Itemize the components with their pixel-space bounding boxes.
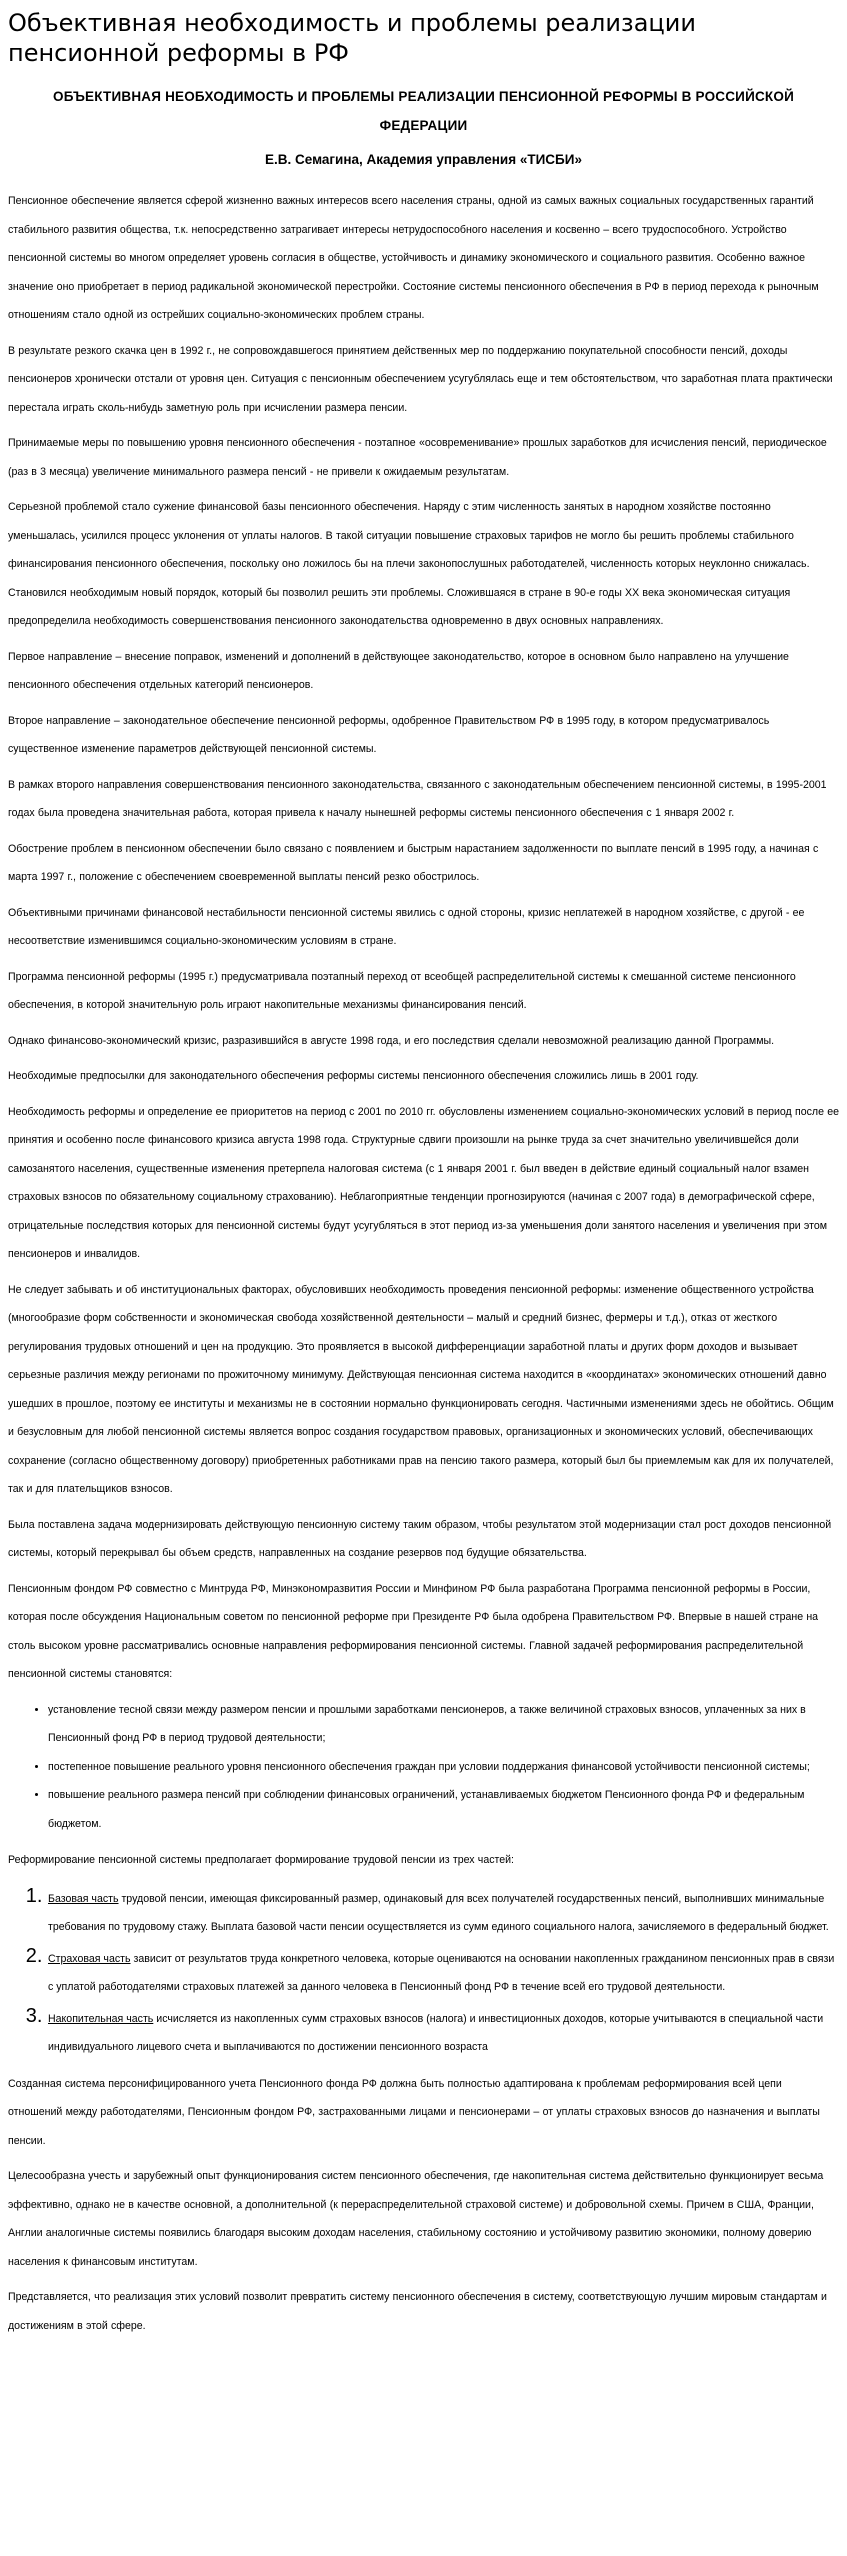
paragraph: В рамках второго направления совершенствования пенсионного законодательства, связанного с законодательным обеспечением пенсионной системы, в 1995-2001 годах была проведена значительная работа, которая привела к началу нынешней реформы системы пенсионного обеспечения с 1 января 2002 г. xyxy=(8,778,827,819)
paragraph: Целесообразна учесть и зарубежный опыт функционирования систем пенсионного обеспечения, где накопительная система действительно функционирует весьма эффективно, однако не в качестве основной, а дополнительной (к перераспределительной страховой системе) и добровольной схемы. Причем в США, Франции, Англии аналогичные системы появились благодаря высоким доходам населения, стабильному состоянию и устойчивому развитию экономики, полному доверию населения к финансовым институтам. xyxy=(8,2170,824,2268)
list-item: • постепенное повышение реального уровня пенсионного обеспечения граждан при условии поддержания финансовой устойчивости пенсионной системы; xyxy=(48,1753,839,1782)
pension-parts-list xyxy=(8,1882,839,2062)
paragraph: Была поставлена задача модернизировать действующую пенсионную систему таким образом, чтобы результатом этой модернизации стал рост доходов пенсионной системы, который перекрывал бы объем средств, направленных на создание резервов под будущие обязательства. xyxy=(8,1518,832,1559)
paragraph: Пенсионным фондом РФ совместно с Минтруда РФ, Минэкономразвития России и Минфином РФ была разработана Программа пенсионной реформы в России, которая после обсуждения Национальным советом по пенсионной реформе при Президенте РФ была одобрена Правительством РФ. Впервые в нашей стране на столь высоком уровне рассматривались основные направления реформирования пенсионной системы. Главной задачей реформирования распределительной пенсионной системы становятся: xyxy=(8,1582,819,1680)
paragraph: Объективными причинами финансовой нестабильности пенсионной системы явились с одной стороны, кризис неплатежей в народном хозяйстве, с другой - ее несоответствие изменившимся социально-экономическим условиям в стране. xyxy=(8,906,805,947)
paragraph: Необходимость реформы и определение ее приоритетов на период с 2001 по 2010 гг. обусловлены изменением социально-экономических условий в период после ее принятия и особенно после финансового кризиса августа 1998 года. Структурные сдвиги произошли на рынке труда за счет значительно увеличившейся доли самозанятого населения, существенные изменения претерпела налоговая система (с 1 января 2001 г. был введен в действие единый социальный налог взамен страховых взносов по обязательному социальному страхованию). Неблагоприятные тенденции прогнозируются (начиная с 2007 года) в демографической сфере, отрицательные последствия которых для пенсионной системы будут усугубляться в этот период из-за уменьшения доли занятого населения и увеличения при этом пенсионеров и инвалидов. xyxy=(8,1105,840,1260)
paragraph: Пенсионное обеспечение является сферой жизненно важных интересов всего населения страны, одной из самых важных социальных государственных гарантий стабильного развития общества, т.к. непосредственно затрагивает интересы нетрудоспособного населения и косвенно – всего трудоспособного. Устройство пенсионной системы во многом определяет уровень согласия в обществе, устойчивость и динамику экономического и социального развития. Особенно важное значение оно приобретает в период радикальной экономической перестройки. Состояние системы пенсионного обеспечения в РФ в период перехода к рыночным отношениям стало одной из острейших социально-экономических проблем страны. xyxy=(8,195,819,321)
part-term: Накопительная часть xyxy=(48,2012,154,2025)
paragraph: Обострение проблем в пенсионном обеспечении было связано с появлением и быстрым нарастанием задолженности по выплате пенсий в 1995 году, а начиная с марта 1997 г., положение с обеспечением своевременной выплаты пенсий резко обострилось. xyxy=(8,842,819,883)
part-text: трудовой пенсии, имеющая фиксированный размер, одинаковый для всех получателей государственных пенсий, выполнивших минимальные требования по трудовому стажу. Выплата базовой части пенсии осуществляется из сумм единого социального налога, зачисляемого в федеральный бюджет. xyxy=(48,1892,829,1933)
list-item: • повышение реального размера пенсий при соблюдении финансовых ограничений, устанавливаемых бюджетом Пенсионного фонда РФ и федеральным бюджетом. xyxy=(48,1781,839,1838)
paragraph: Принимаемые меры по повышению уровня пенсионного обеспечения - поэтапное «осовременивание» прошлых заработков для исчисления пенсий, периодическое (раз в 3 месяца) увеличение минимального размера пенсий - не привели к ожидаемым результатам. xyxy=(8,437,827,478)
page-title: Объективная необходимость и проблемы реализации пенсионной реформы в РФ xyxy=(8,9,696,67)
paragraph: Созданная система персонифицированного учета Пенсионного фонда РФ должна быть полностью адаптирована к проблемам реформирования всей цепи отношений между работодателями, Пенсионным фондом РФ, застрахованными лицами и пенсионерами – от уплаты страховых взносов до назначения и выплаты пенсии. xyxy=(8,2077,820,2147)
list-item xyxy=(48,1942,839,2002)
paragraph: В результате резкого скачка цен в 1992 г., не сопровождавшегося принятием действенных мер по поддержанию покупательной способности пенсий, доходы пенсионеров хронически отстали от уровня цен. Ситуация с пенсионным обеспечением усугублялась еще и тем обстоятельством, что заработная плата практически перестала играть сколь-нибудь заметную роль при исчислении размера пенсии. xyxy=(8,344,833,414)
paragraph: Необходимые предпосылки для законодательного обеспечения реформы системы пенсионного обеспечения сложились лишь в 2001 году. xyxy=(8,1070,699,1082)
paragraph: Серьезной проблемой стало сужение финансовой базы пенсионного обеспечения. Наряду с этим численность занятых в народном хозяйстве постоянно уменьшалась, усилился процесс уклонения от уплаты налогов. В такой ситуации повышение страховых тарифов не могло бы решить проблемы стабильного финансирования пенсионного обеспечения, поскольку оно ложилось бы на плечи законопослушных работодателей, численность которых неуклонно снижалась. Становился необходимым новый порядок, который бы позволил решить эти проблемы. Сложившаяся в стране в 90-е годы XX века экономическая ситуация предопределила необходимость совершенствования пенсионного законодательства одновременно в двух основных направлениях. xyxy=(8,501,810,627)
part-text: зависит от результатов труда конкретного человека, которые оцениваются на основании накопленных гражданином пенсионных прав в связи с уплатой работодателями страховых платежей за данного человека в Пенсионный фонд РФ в течение всей его трудовой деятельности. xyxy=(48,1952,835,1993)
paragraph: Представляется, что реализация этих условий позволит превратить систему пенсионного обеспечения в систему, соответствующую лучшим мировым стандартам и достижениям в этой сфере. xyxy=(8,2291,827,2332)
paragraph: Реформирование пенсионной системы предполагает формирование трудовой пенсии из трех частей: xyxy=(8,1854,514,1866)
list-item: • установление тесной связи между размером пенсии и прошлыми заработками пенсионеров, а также величиной страховых взносов, уплаченных за них в Пенсионный фонд РФ в период трудовой деятельности; xyxy=(48,1696,839,1753)
part-text: исчисляется из накопленных сумм страховых взносов (налога) и инвестиционных доходов, которые учитываются в специальной части индивидуального лицевого счета и выплачиваются по достижении пенсионного возраста xyxy=(48,2012,824,2053)
paragraph: Первое направление – внесение поправок, изменений и дополнений в действующее законодательство, которое в основном было направлено на улучшение пенсионного обеспечения отдельных категорий пенсионеров. xyxy=(8,650,789,691)
article-author: Е.В. Семагина, Академия управления «ТИСБИ» xyxy=(265,152,582,167)
article-body-bottom xyxy=(8,2070,839,2341)
article-heading: ОБЪЕКТИВНАЯ НЕОБХОДИМОСТЬ И ПРОБЛЕМЫ РЕАЛИЗАЦИИ ПЕНСИОННОЙ РЕФОРМЫ В РОССИЙСКОЙ ФЕДЕРАЦИИ xyxy=(53,89,794,133)
list-item xyxy=(48,1882,839,1942)
reform-tasks-list xyxy=(8,1696,839,1839)
list-item xyxy=(48,2002,839,2062)
paragraph: Второе направление – законодательное обеспечение пенсионной реформы, одобренное Правительством РФ в 1995 году, в котором предусматривалось существенное изменение параметров действующей пенсионной системы. xyxy=(8,714,770,755)
paragraph: Однако финансово-экономический кризис, разразившийся в августе 1998 года, и его последствия сделали невозможной реализацию данной Программы. xyxy=(8,1034,775,1047)
article-body-top xyxy=(8,187,839,1689)
part-term: Страховая часть xyxy=(48,1952,131,1965)
paragraph: Не следует забывать и об институциональных факторах, обусловивших необходимость проведения пенсионной реформы: изменение общественного устройства (многообразие форм собственности и экономическая свобода хозяйственной деятельности – малый и средний бизнес, фермеры и т.д.), отказ от жесткого регулирования трудовых отношений и цен на продукцию. Это проявляется в высокой дифференциации заработной платы и других форм доходов и вызывает серьезные различия между регионами по прожиточному минимуму. Действующая пенсионная система находится в «координатах» экономических отношений давно ушедших в прошлое, поэтому ее институты и механизмы не в состоянии нормально функционировать сегодня. Частичными изменениями здесь не обойтись. Общим и безусловным для любой пенсионной системы является вопрос создания государством правовых, организационных и экономических условий, обеспечивающих сохранение (согласно общественному договору) приобретенных работниками прав на пенсию такого размера, который был бы приемлемым как для их получателей, так и для плательщиков взносов. xyxy=(8,1283,834,1495)
part-term: Базовая часть xyxy=(48,1892,119,1905)
paragraph: Программа пенсионной реформы (1995 г.) предусматривала поэтапный переход от всеобщей распределительной системы к смешанной системе пенсионного обеспечения, в которой значительную роль играют накопительные механизмы финансирования пенсий. xyxy=(8,970,796,1011)
